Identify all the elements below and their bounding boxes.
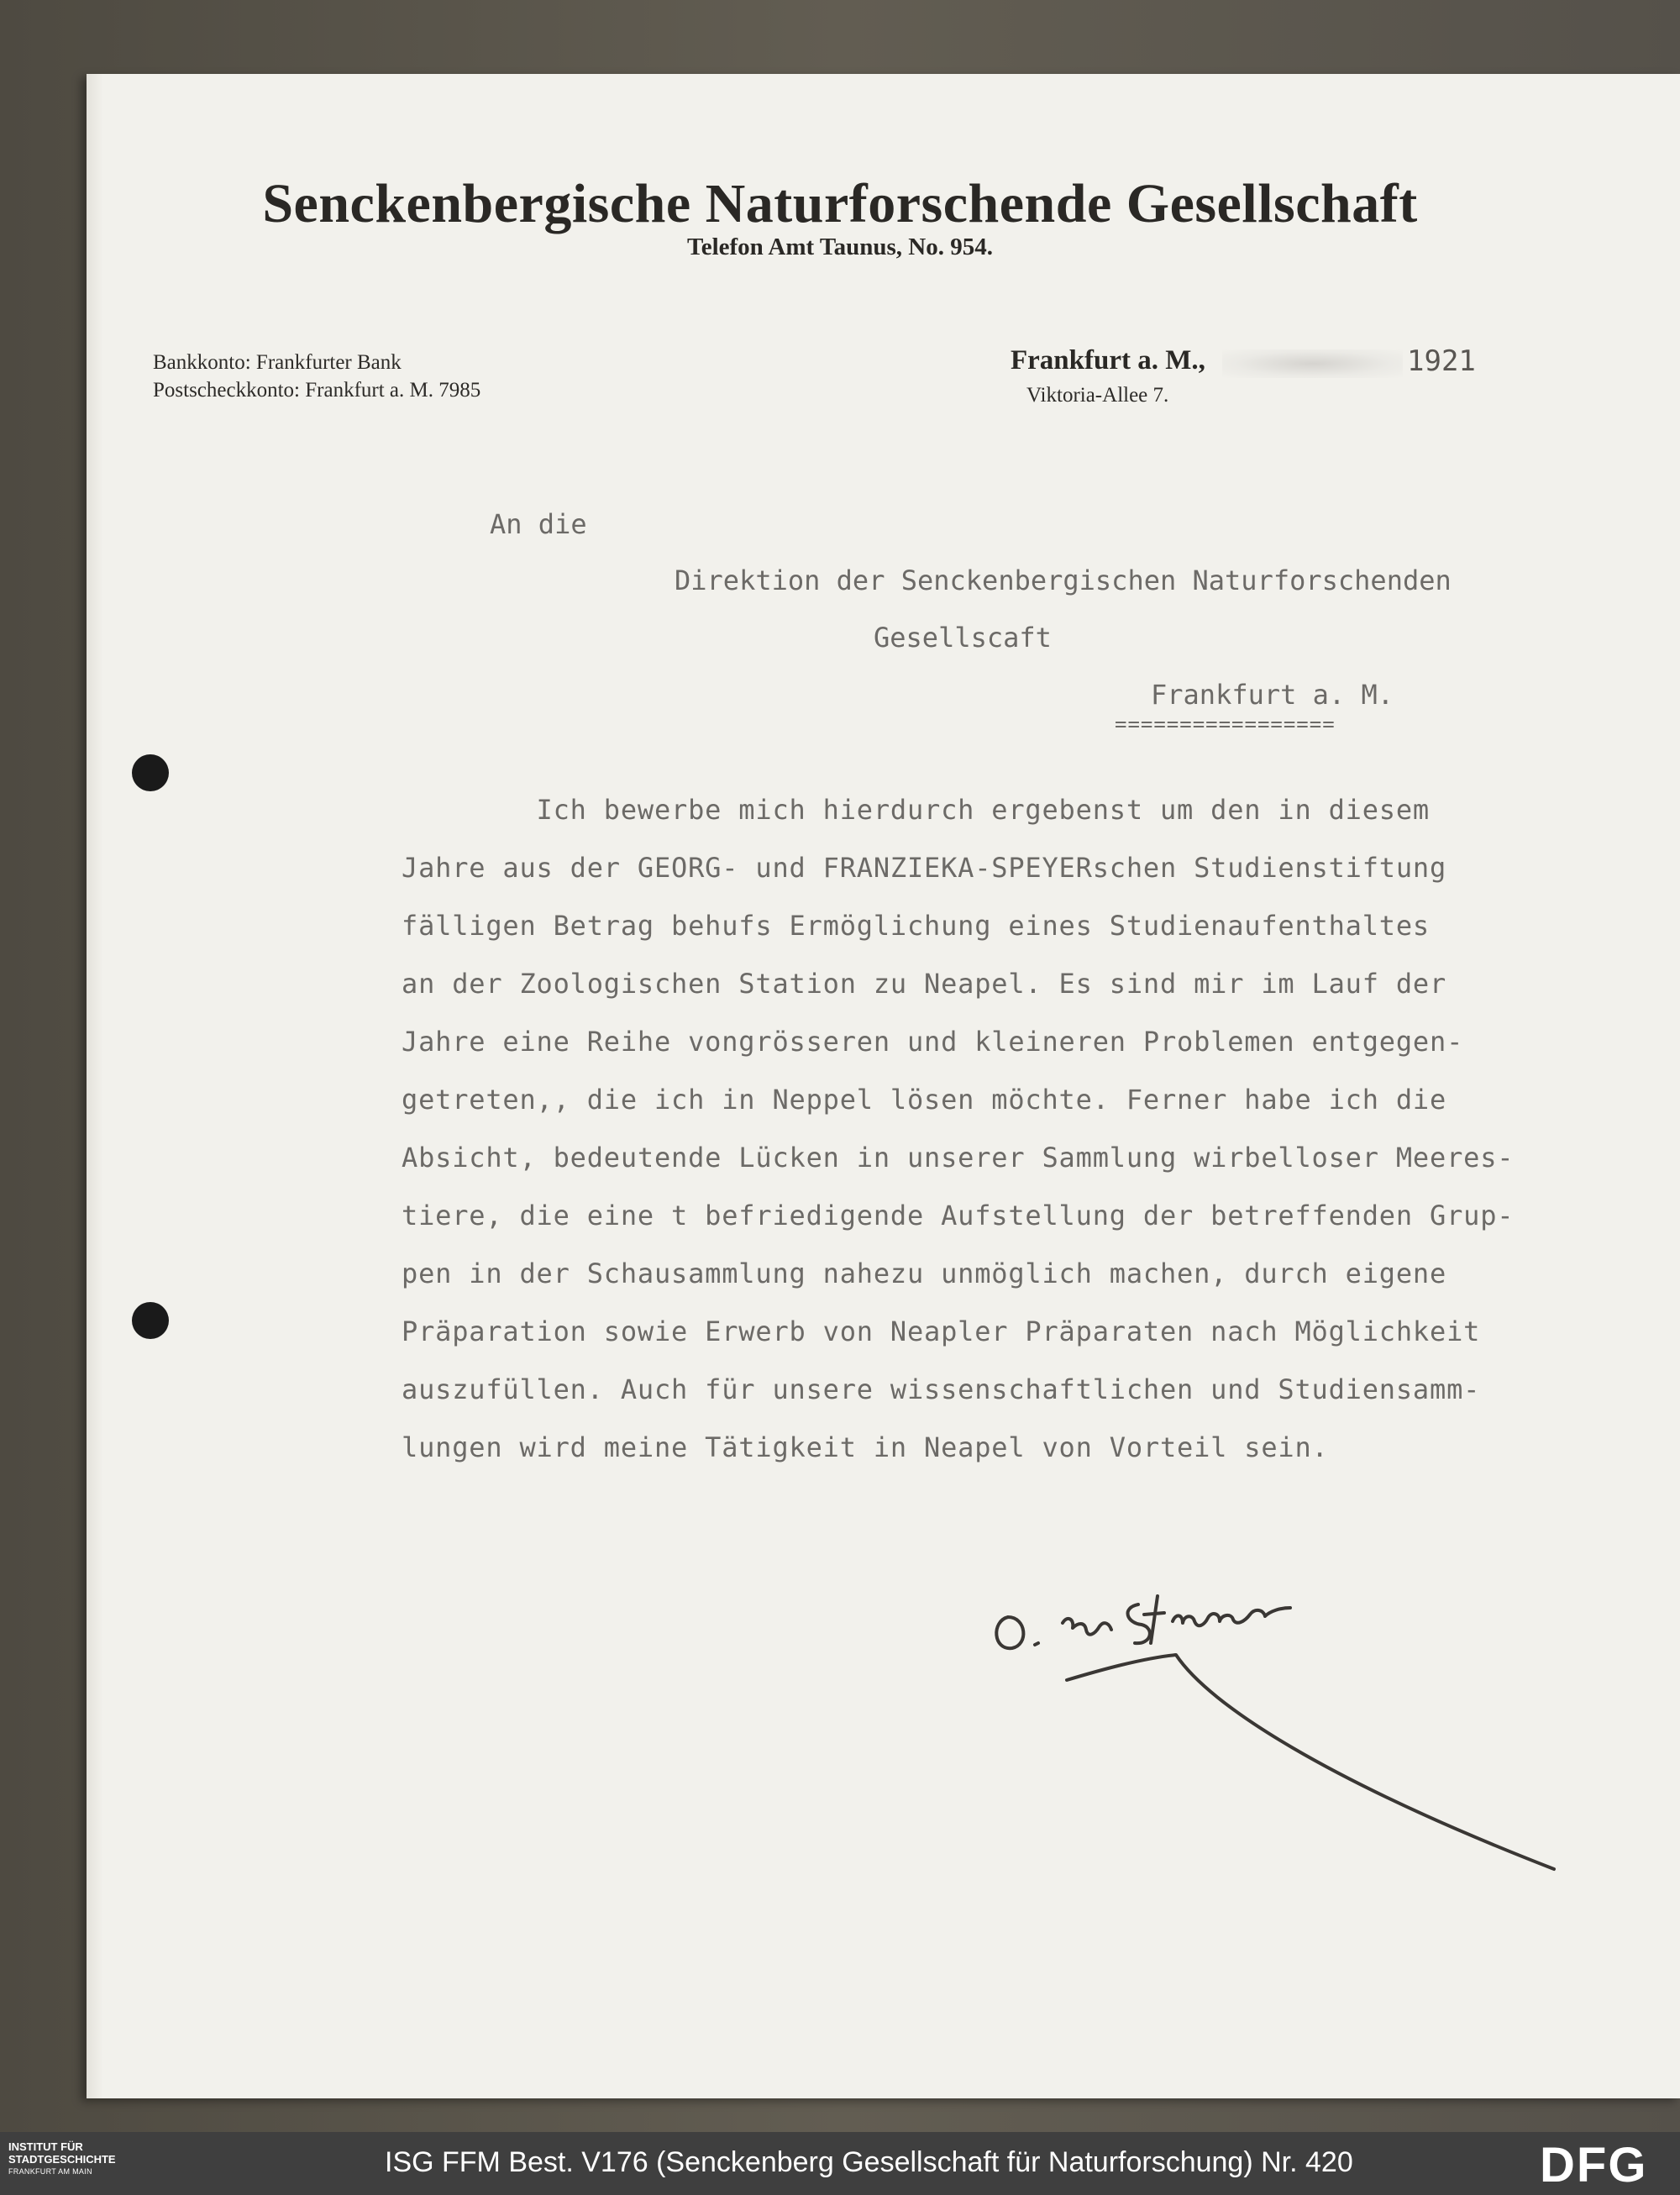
date-smudge <box>1222 349 1403 378</box>
body-line: tiere, die eine t befriedigende Aufstellung der betreffenden Grup- <box>402 1200 1515 1231</box>
handwritten-signature <box>974 1571 1562 1890</box>
body-line: pen in der Schausammlung nahezu unmöglich machen, durch eigene <box>402 1258 1447 1289</box>
letter-year: 1921 <box>1407 344 1476 378</box>
body-line: Absicht, bedeutende Lücken in unserer Sammlung wirbelloser Meeres- <box>402 1142 1515 1174</box>
archive-caption: ISG FFM Best. V176 (Senckenberg Gesellschaft für Naturforschung) Nr. 420 <box>385 2146 1353 2178</box>
recipient-city: Frankfurt a. M. <box>1151 679 1394 711</box>
letterhead-place: Frankfurt a. M., <box>1011 345 1205 375</box>
dfg-logo: DFG <box>1540 2138 1648 2192</box>
letterhead-phone: Telefon Amt Taunus, No. 954. <box>687 234 993 260</box>
institute-logo-line: FRANKFURT AM MAIN <box>8 2167 92 2176</box>
salutation: An die <box>490 508 587 540</box>
body-line: Ich bewerbe mich hierdurch ergebenst um den in diesem <box>402 794 1431 826</box>
body-line: fälligen Betrag behufs Ermöglichung eines Studienaufenthaltes <box>402 910 1431 942</box>
archive-footer <box>0 2132 1680 2195</box>
body-line: an der Zoologischen Station zu Neapel. Es sind mir im Lauf der <box>402 968 1447 1000</box>
body-line: auszufüllen. Auch für unsere wissenschaftlichen und Studiensamm- <box>402 1373 1481 1405</box>
institute-logo-line: INSTITUT FÜR <box>8 2140 83 2153</box>
bank-account: Bankkonto: Frankfurter Bank <box>153 351 402 374</box>
recipient-line-2: Gesellscaft <box>874 622 1052 654</box>
recipient-line-1: Direktion der Senckenbergischen Naturforschenden <box>675 565 1452 596</box>
punch-hole <box>132 1302 169 1339</box>
body-line: getreten,, die ich in Neppel lösen möchte. Ferner habe ich die <box>402 1084 1447 1116</box>
institute-logo <box>8 2140 181 2178</box>
sheet-edge <box>87 74 103 2098</box>
letterhead-bank-info <box>153 349 480 404</box>
body-line: Präparation sowie Erwerb von Neapler Präparaten nach Möglichkeit <box>402 1315 1481 1347</box>
postal-account: Postscheckkonto: Frankfurt a. M. 7985 <box>153 379 481 402</box>
city-underline: ================= <box>1115 712 1336 736</box>
body-line: Jahre aus der GEORG- und FRANZIEKA-SPEYERschen Studienstiftung <box>402 852 1447 884</box>
institute-logo-line: STADTGESCHICHTE <box>8 2153 116 2166</box>
letterhead-title: Senckenbergische Naturforschende Gesellschaft <box>262 173 1418 234</box>
letterhead-street: Viktoria-Allee 7. <box>1026 384 1169 407</box>
body-line: Jahre eine Reihe vongrösseren und kleineren Problemen entgegen- <box>402 1026 1464 1058</box>
punch-hole <box>132 754 169 791</box>
body-line: lungen wird meine Tätigkeit in Neapel von Vorteil sein. <box>402 1431 1329 1463</box>
